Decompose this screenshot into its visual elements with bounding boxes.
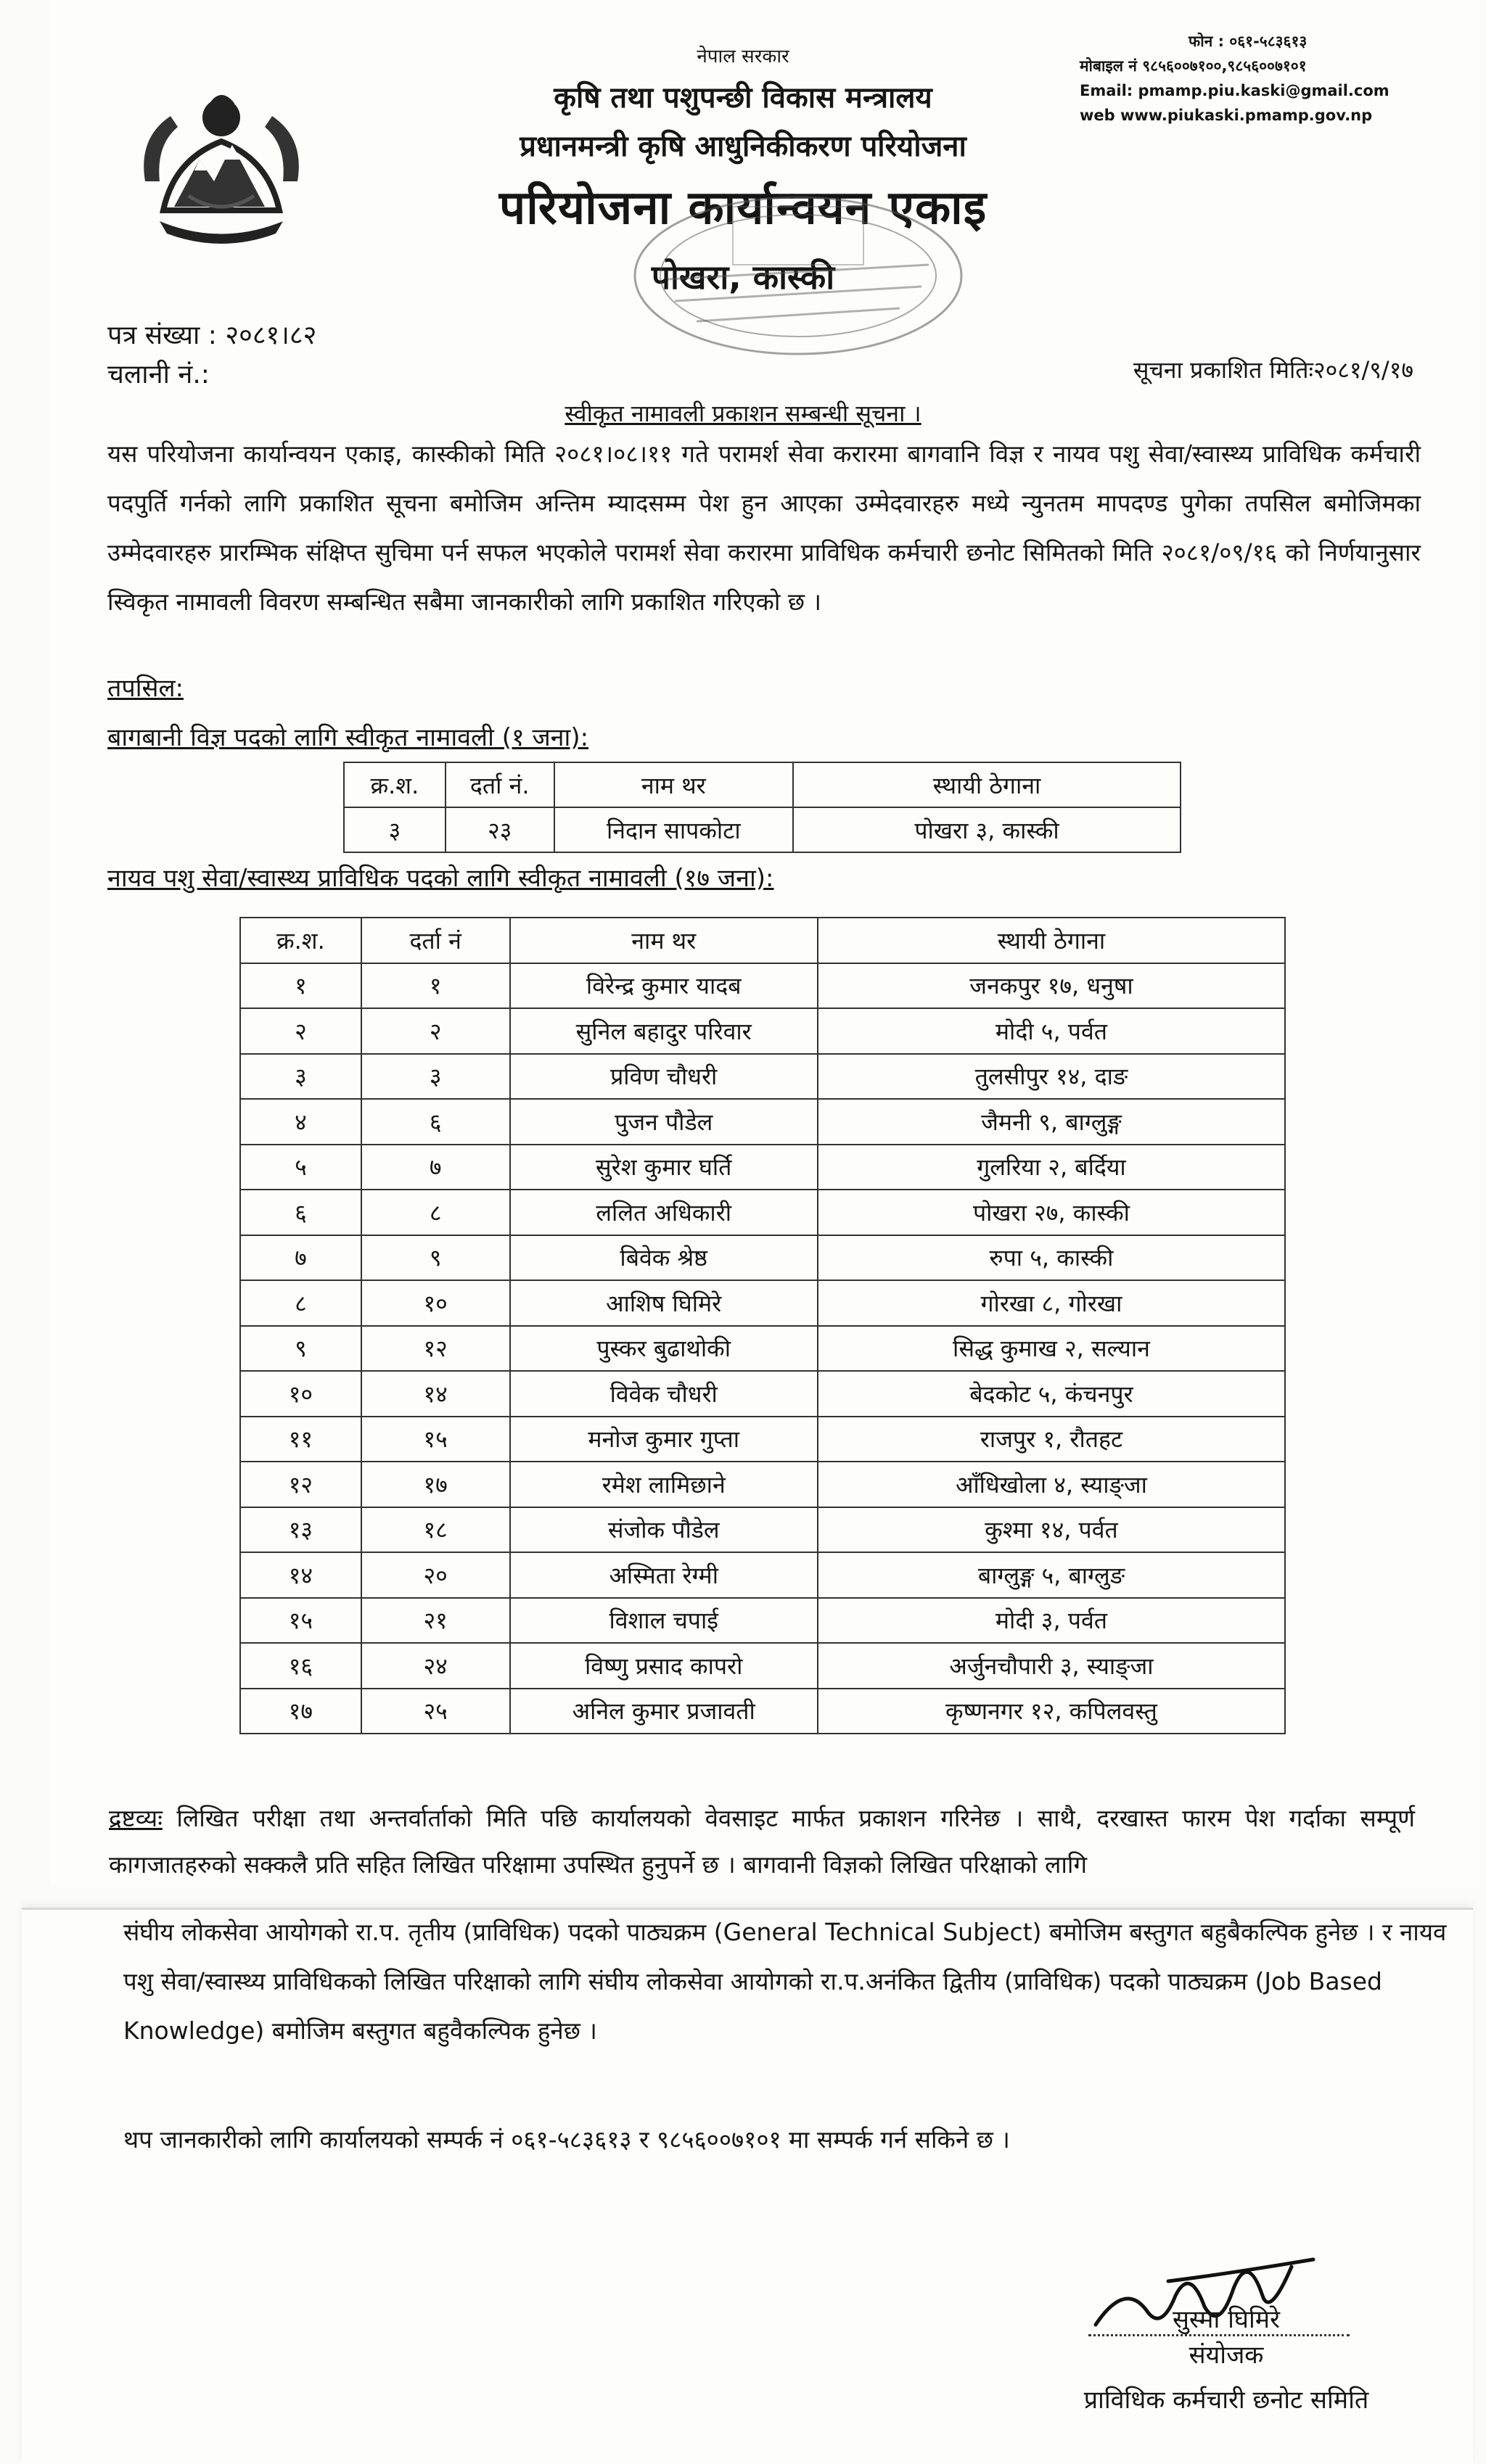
table-row: [240, 1280, 1285, 1326]
cell-address: कृष्णनगर १२, कपिलवस्तु: [818, 1689, 1285, 1734]
cell-serial: ३: [344, 807, 446, 852]
table-row: [240, 1417, 1285, 1462]
cell-serial: २: [240, 1008, 361, 1054]
table-header-row: [240, 918, 1285, 963]
cell-address: बेदकोट ५, कंचनपुर: [818, 1371, 1285, 1417]
cell-serial: १०: [240, 1371, 361, 1417]
note-text: लिखित परीक्षा तथा अन्तर्वार्ताको मिति पछि कार्यालयको वेवसाइट मार्फत प्रकाशन गरिनेछ । साथै, दरखास्त फारम पेश गर्दाका सम्पूर्ण कागजातहरुको सक्कलै प्रति सहित लिखित परिक्षामा उपस्थित हुनुपर्ने छ । बागवानी विज्ञको लिखित परिक्षाको लागि: [109, 1804, 1415, 1879]
table-row: [240, 1190, 1285, 1235]
cell-serial: १४: [240, 1552, 361, 1598]
cell-serial: १२: [240, 1462, 361, 1507]
cell-reg-no: २५: [361, 1689, 510, 1734]
cell-reg-no: २: [361, 1008, 510, 1054]
table-row: [240, 1099, 1285, 1145]
cell-reg-no: १०: [361, 1280, 510, 1326]
details-heading: तपसिल:: [107, 674, 184, 703]
cell-reg-no: १७: [361, 1462, 510, 1507]
table-row: [240, 963, 1285, 1009]
cell-serial: ८: [240, 1280, 361, 1326]
letter-reference-number: पत्र संख्या : २०८१।८२: [107, 321, 317, 350]
cell-serial: १७: [240, 1689, 361, 1734]
column-reg-no: दर्ता नं.: [446, 762, 554, 807]
cell-reg-no: २४: [361, 1643, 510, 1689]
cell-reg-no: १: [361, 963, 510, 1009]
cell-address: जनकपुर १७, धनुषा: [818, 963, 1285, 1009]
table-row: [240, 1371, 1285, 1417]
cell-name: विरेन्द्र कुमार यादब: [510, 963, 818, 1009]
cell-reg-no: ८: [361, 1190, 510, 1235]
cell-serial: ६: [240, 1190, 361, 1235]
contact-info-line: थप जानकारीको लागि कार्यालयको सम्पर्क नं ०६१-५८३६१३ र ९८५६००७१०१ मा सम्पर्क गर्न सकिने छ ।: [123, 2125, 1010, 2154]
table-row: [240, 1008, 1285, 1054]
cell-address: राजपुर १, रौतहट: [818, 1417, 1285, 1462]
cell-reg-no: १८: [361, 1507, 510, 1553]
horticulture-table: [343, 762, 1181, 853]
notice-subject: स्वीकृत नामावली प्रकाशन सम्बन्धी सूचना ।: [565, 400, 921, 427]
cell-reg-no: ६: [361, 1099, 510, 1145]
cell-name: सुरेश कुमार घर्ति: [510, 1145, 818, 1190]
section-livestock-title: नायव पशु सेवा/स्वास्थ्य प्राविधिक पदको लागि स्वीकृत नामावली (१७ जना):: [107, 864, 774, 893]
cell-name: मनोज कुमार गुप्ता: [510, 1417, 818, 1462]
cell-serial: १५: [240, 1598, 361, 1644]
contact-web: web www.piukaski.pmamp.gov.np: [1080, 107, 1373, 124]
contact-phone: फोन : ०६१-५८३६१३: [1189, 33, 1308, 50]
cell-name: पुजन पौडेल: [510, 1099, 818, 1145]
cell-reg-no: ९: [361, 1235, 510, 1281]
table-row: [240, 1507, 1285, 1553]
column-address: स्थायी ठेगाना: [818, 918, 1285, 963]
cell-reg-no: २३: [446, 807, 554, 852]
table-row: [240, 1689, 1285, 1734]
livestock-technician-table: [239, 917, 1286, 1734]
cell-serial: ३: [240, 1054, 361, 1100]
table-row: [344, 807, 1181, 852]
notice-body: यस परियोजना कार्यान्वयन एकाइ, कास्कीको मिति २०८१।०८।११ गते परामर्श सेवा करारमा बागवानि विज्ञ र नायव पशु सेवा/स्वास्थ्य प्राविधिक कर्मचारी पदपुर्ति गर्नको लागि प्रकाशित सूचना बमोजिम अन्तिम म्यादसम्म पेश हुन आएका उम्मेदवारहरु मध्ये न्युनतम मापदण्ड पुगेका तपसिल बमोजिमका उम्मेदवारहरु प्रारम्भिक संक्षिप्त सुचिमा पर्न सफल भएकोले परामर्श सेवा करारमा प्राविधिक कर्मचारी छनोट सिमितको मिति २०८१/०९/१६ को निर्णयानुसार स्विकृत नामावली विवरण सम्बन्धित सबैमा जानकारीको लागि प्रकाशित गरिएको छ ।: [107, 440, 1421, 616]
cell-name: संजोक पौडेल: [510, 1507, 818, 1553]
unit-name: परियोजना कार्यान्वयन एकाइ: [498, 181, 988, 235]
note-label: द्रष्टव्यः: [109, 1804, 163, 1832]
cell-reg-no: १२: [361, 1326, 510, 1372]
cell-reg-no: ३: [361, 1054, 510, 1100]
table-row: [240, 1054, 1285, 1100]
office-location: पोखरा, कास्की: [651, 257, 835, 297]
cell-address: रुपा ५, कास्की: [818, 1235, 1285, 1281]
cell-name: अनिल कुमार प्रजावती: [510, 1689, 818, 1734]
office-stamp: [624, 192, 972, 359]
cell-address: बाग्लुङ्ग ५, बाग्लुङ: [818, 1552, 1285, 1598]
published-date: सूचना प्रकाशित मितिः२०८१/९/१७: [1133, 356, 1413, 384]
cell-name: विशाल चपाई: [510, 1598, 818, 1644]
cell-name: रमेश लामिछाने: [510, 1462, 818, 1507]
signatory-title: संयोजक: [1189, 2341, 1264, 2370]
cell-address: गुलरिया २, बर्दिया: [818, 1145, 1285, 1190]
contact-block: [1080, 29, 1406, 128]
column-name: नाम थर: [554, 762, 793, 807]
cell-serial: १६: [240, 1643, 361, 1689]
note-paragraph: [109, 1795, 1415, 1888]
table-row: [240, 1145, 1285, 1190]
cell-reg-no: १५: [361, 1417, 510, 1462]
cell-name: आशिष घिमिरे: [510, 1280, 818, 1326]
column-serial: क्र.श.: [240, 918, 361, 963]
dispatch-number: चलानी नं.:: [107, 360, 210, 390]
signatory-name: सुस्मा घिमिरे: [1172, 2305, 1281, 2334]
cell-serial: ११: [240, 1417, 361, 1462]
cell-name: अस्मिता रेग्मी: [510, 1552, 818, 1598]
contact-email: Email: pmamp.piu.kaski@gmail.com: [1080, 82, 1389, 99]
cell-serial: ९: [240, 1326, 361, 1372]
table-row: [240, 1598, 1285, 1644]
cell-address: गोरखा ८, गोरखा: [818, 1280, 1285, 1326]
cell-address: पोखरा २७, कास्की: [818, 1190, 1285, 1235]
cell-name: बिवेक श्रेष्ठ: [510, 1235, 818, 1281]
column-serial: क्र.श.: [344, 762, 446, 807]
government-name: नेपाल सरकार: [697, 46, 789, 67]
cell-name: प्रविण चौधरी: [510, 1054, 818, 1100]
note-continuation: संघीय लोकसेवा आयोगको रा.प. तृतीय (प्राविधिक) पदको पाठ्यक्रम (General Technical Subject) बमोजिम बस्तुगत बहुबैकल्पिक हुनेछ । र नायव पशु सेवा/स्वास्थ्य प्राविधिकको लिखित परिक्षाको लागि संघीय लोकसेवा आयोगको रा.प.अनंकित द्वितीय (प्राविधिक) पदको पाठ्यक्रम (Job Based Knowledge) बमोजिम बस्तुगत बहुवैकल्पिक हुनेछ ।: [123, 1918, 1447, 2045]
cell-name: विवेक चौधरी: [510, 1371, 818, 1417]
committee-name: प्राविधिक कर्मचारी छनोट समिति: [1083, 2386, 1369, 2415]
table-header-row: [344, 762, 1181, 807]
table-row: [240, 1643, 1285, 1689]
cell-address: मोदी ५, पर्वत: [818, 1008, 1285, 1054]
cell-reg-no: १४: [361, 1371, 510, 1417]
ministry-name: कृषि तथा पशुपन्छी विकास मन्त्रालय: [554, 81, 932, 115]
table-row: [240, 1235, 1285, 1281]
cell-address: सिद्ध कुमाख २, सल्यान: [818, 1326, 1285, 1372]
cell-serial: ४: [240, 1099, 361, 1145]
cell-reg-no: ७: [361, 1145, 510, 1190]
cell-name: पुस्कर बुढाथोकी: [510, 1326, 818, 1372]
section-horticulture-title: बागबानी विज्ञ पदको लागि स्वीकृत नामावली (१ जना):: [107, 723, 589, 752]
cell-address: जैमनी ९, बाग्लुङ्ग: [818, 1099, 1285, 1145]
cell-address: आँधिखोला ४, स्याङ्जा: [818, 1462, 1285, 1507]
cell-address: कुश्मा १४, पर्वत: [818, 1507, 1285, 1553]
column-address: स्थायी ठेगाना: [793, 762, 1181, 807]
cell-serial: ७: [240, 1235, 361, 1281]
cell-serial: १: [240, 963, 361, 1009]
cell-reg-no: २१: [361, 1598, 510, 1644]
cell-reg-no: २०: [361, 1552, 510, 1598]
cell-serial: ५: [240, 1145, 361, 1190]
cell-address: मोदी ३, पर्वत: [818, 1598, 1285, 1644]
table-row: [240, 1462, 1285, 1507]
cell-address: अर्जुनचौपारी ३, स्याङ्जा: [818, 1643, 1285, 1689]
table-row: [240, 1326, 1285, 1372]
column-reg-no: दर्ता नं: [361, 918, 510, 963]
cell-name: सुनिल बहादुर परिवार: [510, 1008, 818, 1054]
cell-address: तुलसीपुर १४, दाङ: [818, 1054, 1285, 1100]
cell-address: पोखरा ३, कास्की: [793, 807, 1181, 852]
cell-serial: १३: [240, 1507, 361, 1553]
column-name: नाम थर: [510, 918, 818, 963]
cell-name: विष्णु प्रसाद कापरो: [510, 1643, 818, 1689]
cell-name: ललित अधिकारी: [510, 1190, 818, 1235]
table-row: [240, 1552, 1285, 1598]
project-name: प्रधानमन्त्री कृषि आधुनिकीकरण परियोजना: [520, 130, 966, 163]
contact-mobile: मोबाइल नं ९८५६००७१००,९८५६००७१०१: [1080, 57, 1307, 75]
cell-name: निदान सापकोटा: [554, 807, 793, 852]
